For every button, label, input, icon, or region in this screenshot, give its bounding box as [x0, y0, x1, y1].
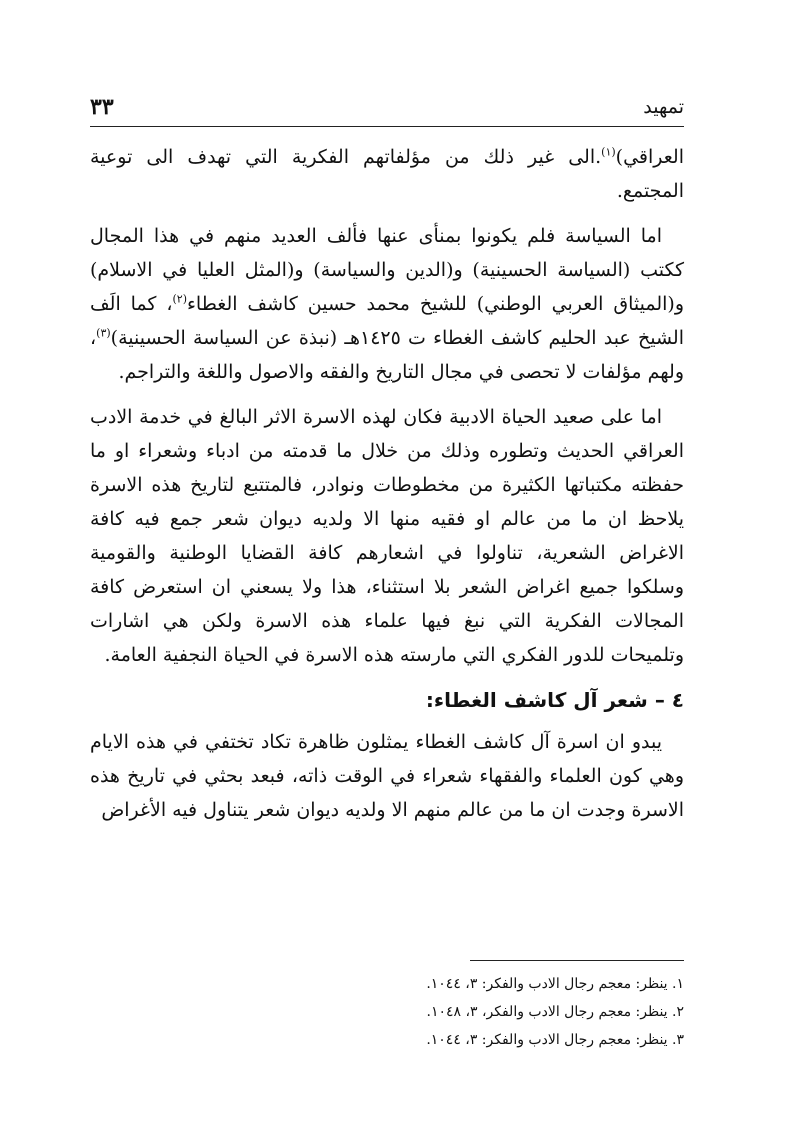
paragraph-2-text-2: ، كما الَف الشيخ عبد الحليم كاشف الغطاء ت ١٤٢٥هـ (نبذة عن السياسة الحسينية)	[90, 293, 684, 349]
paragraph-2-text-3: ، ولهم مؤلفات لا تحصى في مجال التاريخ والفقه والاصول واللغة والتراجم.	[90, 327, 684, 383]
footnote-1: ١. ينظر: معجم رجال الادب والفكر: ٣، ١٠٤٤.	[426, 976, 684, 992]
page-header	[90, 92, 684, 127]
paragraph-2-text: اما السياسة فلم يكونوا بمنأى عنها فألف العديد منهم في هذا المجال ككتب (السياسة الحسينية) و(الدين والسياسة) و(المثل العليا في الاسلام) و(الميثاق العربي الوطني) للشيخ محمد حسين كاشف الغطاء	[90, 225, 684, 315]
paragraph-1-text: العراقي)	[615, 146, 684, 168]
footnote-divider	[470, 960, 684, 961]
section-heading: ٤ – شعر آل كاشف الغطاء:	[425, 688, 684, 712]
page-number: ٣٣	[90, 94, 114, 120]
footnote-ref-2[interactable]: (٢)	[172, 292, 187, 306]
footnote-ref-3[interactable]: (٣)	[96, 326, 111, 340]
footnote-ref-1[interactable]: (١)	[601, 145, 616, 159]
footnotes	[90, 970, 684, 1054]
body-text	[90, 140, 684, 838]
paragraph-4: يبدو ان اسرة آل كاشف الغطاء يمثلون ظاهرة تكاد تختفي في هذه الايام وهي كون العلماء والفقهاء شعراء في الوقت ذاته، فبعد بحثي في تاريخ هذه الاسرة وجدت ان ما من عالم منهم الا ولديه ديوان شعر يتناول فيه الأغراض	[90, 731, 684, 821]
paragraph-3: اما على صعيد الحياة الادبية فكان لهذه الاسرة الاثر البالغ في خدمة الادب العراقي الحديث وتطوره وذلك من خلال ما قدمته من ادباء وشعراء او ما حفظته مكتباتها الكثيرة من مخطوطات ونوادر، فالمتتبع لتاريخ هذه الاسرة يلاحظ ان ما من عالم او فقيه منها الا ولديه ديوان شعر جمع فيه كافة الاغراض الشعرية، تناولوا في اشعارهم كافة القضايا الوطنية والقومية وسلكوا جميع اغراض الشعر بلا استثناء، هذا ولا يسعني ان استعرض كافة المجالات الفكرية التي نبغ فيها علماء هذه الاسرة ولكن هي اشارات وتلميحات للدور الفكري التي مارسته هذه الاسرة في الحياة النجفية العامة.	[90, 406, 684, 666]
paragraph-1-text-2: .الى غير ذلك من مؤلفاتهم الفكرية التي تهدف الى توعية المجتمع.	[90, 146, 684, 202]
footnote-2: ٢. ينظر: معجم رجال الادب والفكر، ٣، ١٠٤٨.	[426, 1004, 684, 1020]
running-title: تمهيد	[643, 96, 684, 118]
footnote-3: ٣. ينظر: معجم رجال الادب والفكر: ٣، ١٠٤٤.	[426, 1032, 684, 1048]
paragraph-2	[90, 219, 684, 389]
paragraph-1	[90, 140, 684, 208]
